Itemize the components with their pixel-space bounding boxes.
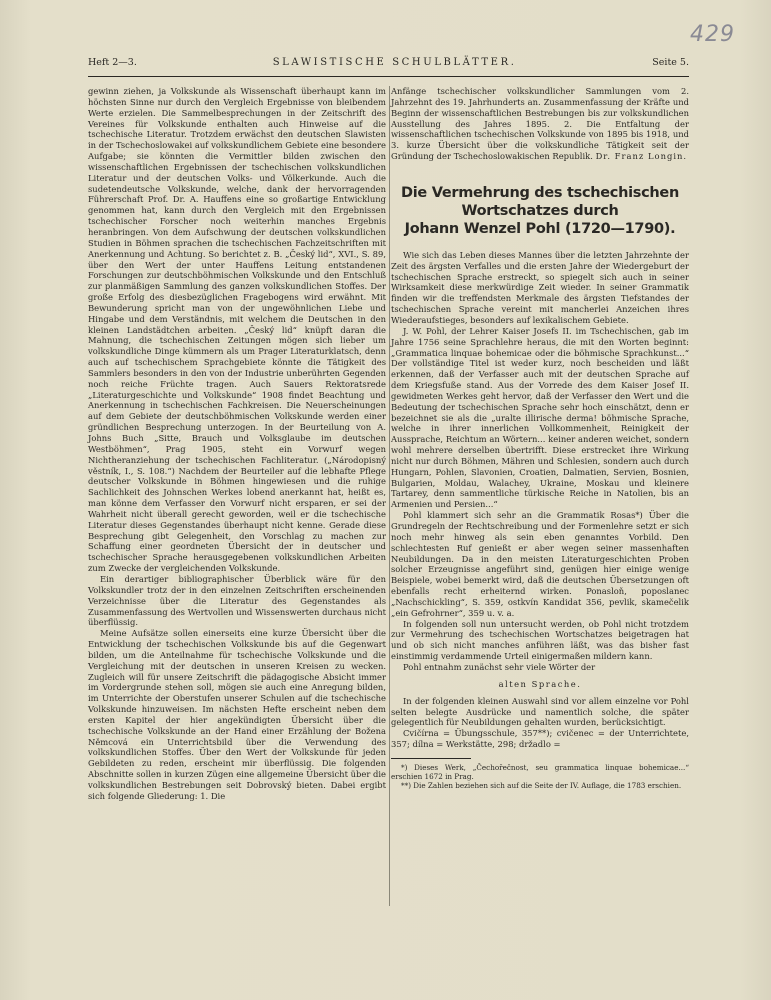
paragraph: J. W. Pohl, der Lehrer Kaiser Josefs II. im Tschechischen, gab im Jahre 1756 seine Sprachlehre heraus, die mit den Worten beginnt: „Grammatica linquae bohemicae oder die böhmische Sprachkunst...“ Der vollständige Titel ist weder kurz, noch bescheiden und läßt erkennen, daß der Verfasser auch mit der deutschen Sprache auf dem Kriegsfuße stand. Aus der Vorrede des dem Kaiser Josef II. gewidmeten Werkes geht hervor, daß der Verfasser den Wert und die Bedeutung der tschechischen Sprache sehr hoch einschätzt, denn er bezeichnet sie als die „uralte illirische derma! böhmische Sprache, welche in ihrer innerlichen Vollkommenheit, Reinigkeit der Aussprache, Reichtum an Wörtern... keiner anderen weichet, sondern wohl mehrere derselben übertrifft. Diese erstrecket ihre Wirkung nicht nur durch Böhmen, Mähren und Schlesien, sondern auch durch Hungarn, Pohlen, Slavonien, Croatien, Dalmatien, Servien, Bosnien, Bulgarien, Moldau, Walachey, Ukraine, Moskau und kleinere Tartarey, denn sammentliche türkische Reiche in Natolien, bis an Armenien und Persien...“ — [391, 325, 689, 510]
paragraph: Pohl klammert sich sehr an die Grammatik Rosas*) Über die Grundregeln der Rechtschreibung und der Formenlehre setzt er sich noch mehr hinweg als sein eben genanntes Vorbild. Den schlechtesten Ruf genießt er aber wegen seiner massenhaften Neubildungen. Da in den meisten Literaturgeschichten Proben solcher Erzeugnisse angeführt sind, genügen hier einige wenige Beispiele, wobei bemerkt wird, daß die deutschen Übersetzungen oft ebenfalls recht erheiternd wirken. Ponasloň, poposlanec „Nachschickling“, S. 359, ostkvín Kandidat 356, pevlik, skamečelik „ein Gefrohrner“, 359 u. v. a. — [391, 510, 689, 618]
article-title — [391, 184, 689, 238]
header-rule — [88, 76, 689, 77]
article-title-line: Johann Wenzel Pohl (1720—1790). — [404, 220, 676, 237]
footnote: *) Dieses Werk, „Čechořečnost, seu grammatica linquae bohemicae...“ erschien 1672 in Prag. — [391, 762, 689, 782]
paragraph: Wie sich das Leben dieses Mannes über die letzten Jahrzehnte der Zeit des ärgsten Verfalles und die ersten Jahre der Wiedergeburt der tschechischen Sprache erstreckt, so spiegelt sich auch in seiner Wirksamkeit diese merkwürdige Zeit wieder. In seiner Grammatik finden wir die treffendsten Merkmale des ärgsten Tiefstandes der tschechischen Sprache vereint mit mancherlei Anzeichen ihres Wiederaufstieges, besonders auf lexikalischem Gebiete. — [391, 249, 689, 325]
footnotes — [391, 763, 689, 791]
header-page: Seite 5. — [652, 57, 689, 68]
header-issue: Heft 2—3. — [88, 57, 137, 68]
paragraph: Meine Aufsätze sollen einerseits eine kurze Übersicht über die Entwicklung der tschechischen Volkskunde bis auf die Gegenwart bilden, um die Anteilnahme für tschechische Volkskunde und die Vergleichung mit der deutschen in unseren Kreisen zu wecken. Zugleich will für unsere Zeitschrift die pädagogische Absicht immer im Vordergrunde stehen soll, mögen sie auch eine Anregung bilden, im Unterrichte der Oberstufen unserer Schulen auf die tschechische Volkskunde hinzuweisen. Im nächsten Hefte erscheint neben dem ersten Kapitel der hier angekündigten Übersicht über die tschechische Volkskunde an der Hand einer Erzählung der Božena Němcová ein Unterrichtsbild über die Verwendung des volkskundlichen Stoffes. Über den Wert der Volkskunde für jeden Gebildeten zu reden, erscheint mir überflüssig. Die folgenden Abschnitte sollen in kurzen Zügen eine allgemeine Übersicht über die volkskundlichen Bestrebungen seit Dobrovský bieten. Dabei ergibt sich folgende Gliederung: 1. Die — [88, 628, 386, 801]
author-signature: Dr. Franz Longin. — [595, 151, 688, 162]
paragraph-text: Anfänge tschechischer volkskundlicher Sammlungen vom 2. Jahrzehnt des 19. Jahrhunderts an. Zusammenfassung der Kräfte und Beginn der wissenschaftlichen Bestrebungen bis zur volkskundlichen Ausstellung des Jahres 1895. 2. Die Entfaltung der wissenschaftlichen tschechischen Volkskunde von 1895 bis 1918, und 3. kurze Übersicht über die volkskundliche Tätigkeit seit der Gründung der Tschechoslowakischen Republik. — [391, 86, 689, 162]
right-column — [391, 86, 689, 791]
header-journal-title: SLAWISTISCHE SCHULBLÄTTER. — [272, 57, 517, 68]
paragraph: gewinn ziehen, ja Volkskunde als Wissenschaft überhaupt kann im höchsten Sinne nur durch den Vergleich Ergebnisse von bleibendem Werte erzielen. Die Sammelbesprechungen in der Zeitschrift des Vereines für Volkskunde enthalten auch Hinweise auf die tschechische Literatur. Trotzdem erwächst den deutschen Slawisten in der Tschechoslowakei auf volkskundlichem Gebiete eine besondere Aufgabe; sie könnten die Vermittler bilden zwischen den wissenschaftlichen Ergebnissen der tschechischen volkskundlichen Literatur und der deutschen Volks- und Völkerkunde. Auch die sudetendeutsche Volkskunde, welche, dank der hervorragenden Führerschaft Prof. Dr. A. Hauffens eine so großartige Entwicklung genommen hat, kann durch den Vergleich mit den Ergebnissen tschechischer Forscher noch weiterhin manches Ergebnis heranbringen. Von dem Aufschwung der deutschen volkskundlichen Studien in Böhmen sprachen die tschechischen Fachzeitschriften mit Anerkennung und Achtung. So berichtet z. B. „Český lid“, XVI., S. 89, über den Wert der unter Hauffens Leitung entstandenen Forschungen zur deutschböhmischen Volkskunde und den Entschluß zur planmäßigen Sammlung des ganzen volkskundlichen Stoffes. Der große Erfolg des diesbezüglichen Fragebogens wird erwähnt. Mit Bewunderung spricht man von der ungewöhnlichen Liebe und Hingabe und dem Verständnis, mit welchem die Deutschen in den kleinen Landstädtchen arbeiten. „Český lid“ knüpft daran die Mahnung, die tschechischen Zeitungen mögen sich lieber um volkskundliche Dinge kümmern als um Prager Literaturklatsch, denn auch auf tschechischem Sprachgebiete könnte die Tätigkeit des Sammlers besonders in den von der Industrie unberührten Gegenden noch reiche Früchte tragen. Auch Sauers Rektoratsrede „Literaturgeschichte und Volkskunde“ 1908 findet Beachtung und Anerkennung in tschechischen Fachkreisen. Die Neuerscheinungen auf dem Gebiete der deutschböhmischen Volkskunde werden einer gründlichen Besprechung unterzogen. In der Beurteilung von A. Johns Buch „Sitte, Brauch und Volksglaube im deutschen Westböhmen“, Prag 1905, steht ein Vorwurf wegen Nichtheranziehung der tschechischen Fachliteratur. („Národopisný věstník, I., S. 108.“) Nachdem der Beurteiler auf die lebhafte Pflege deutscher Volkskunde in Böhmen hingewiesen und die ruhige Sachlichkeit des Johnschen Werkes lobend anerkannt hat, heißt es, man könne dem Verfasser den Vorwurf nicht ersparen, er sei der Wahrheit nicht überall gerecht geworden, weil er die tschechische Literatur dieses Gegenstandes überhaupt nicht kenne. Gerade diese Besprechung gibt Gelegenheit, den Vorschlag zu machen zur Schaffung einer geordneten Übersicht der in deutscher und tschechischer Sprache herausgegebenen volkskundlichen Arbeiten zum Zwecke der vergleichenden Volkskunde. — [88, 86, 386, 574]
paragraph: Cvičírna = Übungsschule, 357**); cvičenec = der Unterrichtete, 357; dílna = Werkstätte, 298; držadlo = — [391, 728, 689, 750]
left-column — [88, 86, 386, 802]
paragraph: Pohl entnahm zunächst sehr viele Wörter der — [403, 661, 596, 672]
footnote: **) Die Zahlen beziehen sich auf die Seite der IV. Auflage, die 1783 erschien. — [401, 781, 682, 791]
paragraph: In folgenden soll nun untersucht werden, ob Pohl nicht trotzdem zur Vermehrung des tschechischen Wortschatzes beigetragen hat und ob sich nicht manches anführen läßt, was das bisher fast einstimmig verdammende Urteil einigermaßen mildern kann. — [391, 618, 689, 662]
paragraph: In der folgenden kleinen Auswahl sind vor allem einzelne vor Pohl selten belegte Ausdrücke und namentlich solche, die später gelegentlich für Neubildungen gehalten wurden, berücksichtigt. — [391, 695, 689, 728]
column-divider — [389, 86, 390, 906]
section-heading: alten Sprache. — [498, 678, 582, 689]
paragraph: Ein derartiger bibliographischer Überblick wäre für den Volkskundler trotz der in den einzelnen Zeitschriften erscheinenden Verzeichnisse über die Literatur des Gegenstandes als Zusammenfassung des Wertvollen und Wissenswerten durchaus nicht überflüssig. — [88, 573, 386, 628]
article-title-line: Die Vermehrung des tschechischen — [401, 184, 679, 201]
paragraph — [391, 86, 689, 162]
handwritten-page-number: 429 — [690, 22, 735, 47]
article-title-line: Wortschatzes durch — [461, 202, 619, 219]
footnote-rule — [391, 758, 471, 759]
